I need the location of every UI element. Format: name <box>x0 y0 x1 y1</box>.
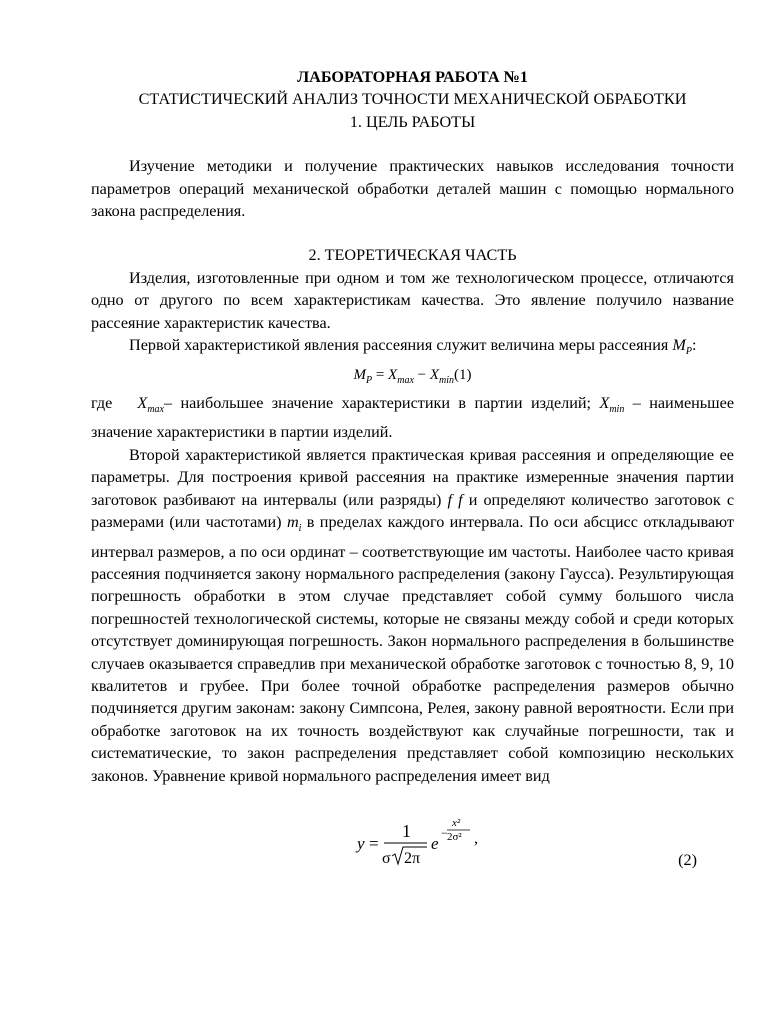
svg-text:2π: 2π <box>404 850 421 868</box>
paragraph-spread-measure: Первой характеристикой явления рассеяния служит величина меры рассеяния $M_P$: <box>129 336 697 358</box>
section-1-heading: 1. ЦЕЛЬ РАБОТЫ <box>349 112 476 131</box>
normal-distribution-equation <box>91 799 734 879</box>
formula-spread-measure: $M_P = X_{max} - X_{min}(1)$ <box>353 366 472 386</box>
svg-text:=: = <box>369 834 379 854</box>
goal-paragraph: Изучение методики и получение практических навыков исследования точности параметров операций механической обработки деталей машин с помощью нормального закона распределения. <box>91 157 734 221</box>
svg-text:−: − <box>441 826 448 841</box>
svg-text:x²: x² <box>452 817 461 830</box>
mp-symbol: $M_P$ <box>672 336 692 358</box>
spread-measure-text: Первой характеристикой явления рассеяния служит величина меры рассеяния <box>129 336 669 355</box>
formula-1-number: 1 <box>459 366 467 383</box>
svg-text:,: , <box>474 830 478 848</box>
paragraph-where: где $X_{max}-$ наибольшее значение характеристики в партии изделий; $X_{min}$ – наименьшее значение характеристики в партии изделий. <box>91 393 735 442</box>
paragraph-distribution: Второй характеристикой является практическая кривая рассеяния и определяющие ее параметры. Для построения кривой рассеяния на практике измеренные значения партии заготовок разбивают на интервалы (или разряды) f f и определяют количество заготовок с размерами (или частотами) $m_i$ в пределах каждого интервала. По оси абсцисс откладывают интервал размеров, а по оси ординат – соответствующие им частоты. Наиболее часто кривая рассеяния подчиняется закону нормального распределения (закону Гаусса). Результирующая погрешность обработки в этом случае представляет собой сумму большого числа погрешностей технологической системы, которые не связаны между собой и среди которых отсутствует доминирующая погрешность. Закон нормального распределения в большинстве случаев оказывается справедлив при механической обработке заготовок с точностью 8, 9, 10 квалитетов и грубее. При более точной обработке распределения размеров обычно подчиняется другим законам: закону Симпсона, Релея, закону равной вероятности. Если при обработке заготовок на их точность воздействуют как случайные погрешности, так и систематические, то закон распределения представляет собой композицию нескольких законов. Уравнение кривой нормального распределения имеет вид <box>91 445 735 785</box>
document-body <box>91 66 734 879</box>
svg-text:2σ²: 2σ² <box>447 831 462 844</box>
svg-text:y: y <box>357 834 365 854</box>
section-2-heading: 2. ТЕОРЕТИЧЕСКАЯ ЧАСТЬ <box>308 246 517 265</box>
svg-text:1: 1 <box>402 821 411 842</box>
lab-subject: СТАТИСТИЧЕСКИЙ АНАЛИЗ ТОЧНОСТИ МЕХАНИЧЕСКОЙ ОБРАБОТКИ <box>138 90 687 109</box>
lab-title: ЛАБОРАТОРНАЯ РАБОТА №1 <box>297 68 528 86</box>
svg-text:σ: σ <box>382 850 391 868</box>
svg-text:e: e <box>431 834 439 854</box>
paragraph-variation: Изделия, изготовленные при одном и том же технологическом процессе, отличаются одно от другого по всем характеристикам качества. Это явление получило название рассеяние характеристик качества. <box>91 268 734 332</box>
xmax-symbol: $X_{max}$ <box>137 393 164 415</box>
xmin-symbol: $X_{min}$ <box>599 393 625 415</box>
mi-symbol: $m_i$ <box>286 512 302 535</box>
formula-normal-distribution <box>91 799 734 879</box>
formula-2-number: (2) <box>678 851 697 870</box>
